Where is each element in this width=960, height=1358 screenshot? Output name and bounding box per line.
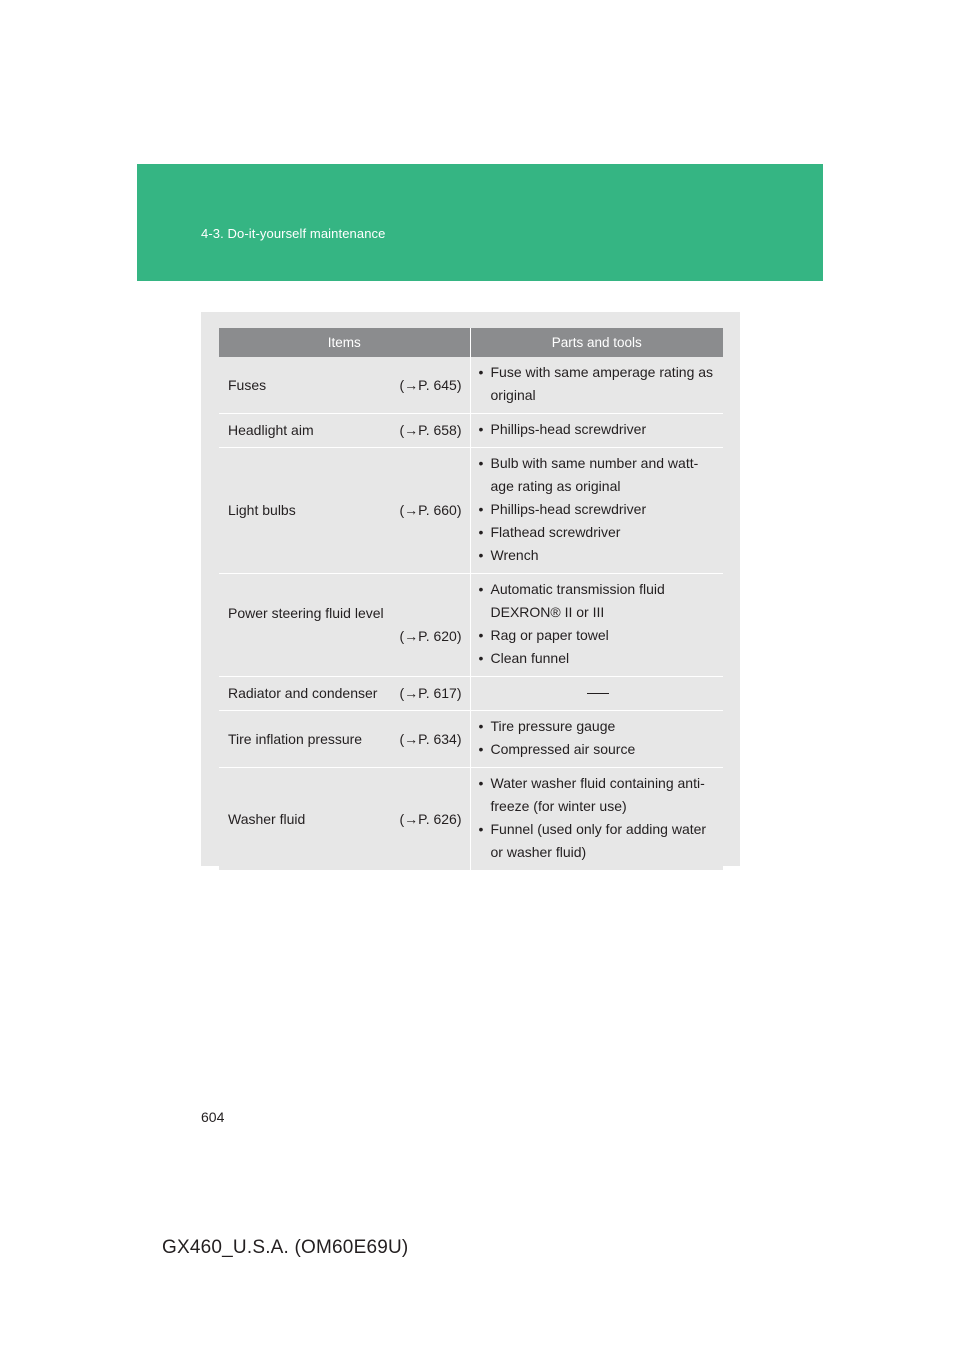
page-reference: (→P. 620) [399,628,462,644]
item-name: Fuses [228,376,267,393]
table-row [219,574,723,677]
page-reference: (→P. 645) [399,376,462,393]
page-reference: (→P. 658) [399,422,462,438]
list-item: • Phillips-head screwdriver [478,421,647,437]
item-name: Radiator and condenser [228,685,378,701]
table-row [219,711,723,768]
tools-cell [470,574,723,677]
page-reference: (→P. 626) [399,810,462,827]
tools-cell [470,414,723,448]
column-header-parts-and-tools: Parts and tools [470,328,723,357]
item-cell [219,448,470,574]
list-item: • Compressed air source [478,741,636,757]
page-reference: (→P. 634) [399,730,462,747]
item-cell [219,711,470,768]
list-item: • Clean funnel [478,650,570,666]
table-row [219,414,723,448]
list-item: • Funnel (used only for adding water or washer fluid) [478,821,707,860]
item-cell [219,414,470,448]
list-item: • Wrench [478,547,539,563]
list-item: • Rag or paper towel [478,627,609,643]
item-name: Washer fluid [228,810,306,827]
not-applicable-dash [587,693,609,694]
item-name: Power steering fluid level [228,605,384,621]
tools-cell [470,711,723,768]
item-name: Tire inflation pressure [228,730,363,747]
item-name: Headlight aim [228,422,314,438]
list-item: • Water washer fluid containing anti-freeze (for winter use) [478,775,705,814]
tools-cell [470,357,723,414]
list-item: • Fuse with same amperage rating as original [478,364,714,403]
page-reference: (→P. 660) [399,502,462,518]
item-cell [219,677,470,711]
page-number: 604 [201,1109,225,1125]
table-row [219,357,723,414]
table-row [219,677,723,711]
item-cell [219,357,470,414]
tools-cell [470,448,723,574]
item-name: Light bulbs [228,502,296,518]
page-reference: (→P. 617) [399,685,462,701]
table-row [219,768,723,871]
maintenance-items-panel [201,312,740,866]
item-cell [219,768,470,871]
list-item: • Bulb with same number and watt-age rating as original [478,455,699,494]
column-header-items: Items [219,328,470,357]
list-item: • Tire pressure gauge [478,718,616,734]
section-title: 4-3. Do-it-yourself maintenance [201,226,386,241]
item-cell [219,574,470,677]
table-row [219,448,723,574]
table-header-row [219,328,723,357]
list-item: • Phillips-head screwdriver [478,501,647,517]
tools-cell [470,677,723,711]
tools-cell [470,768,723,871]
section-header-band [137,164,823,281]
items-table [219,328,723,871]
list-item: • Flathead screwdriver [478,524,621,540]
document-code: GX460_U.S.A. (OM60E69U) [162,1237,409,1258]
list-item: • Automatic transmission fluid DEXRON® II or III [478,581,665,620]
